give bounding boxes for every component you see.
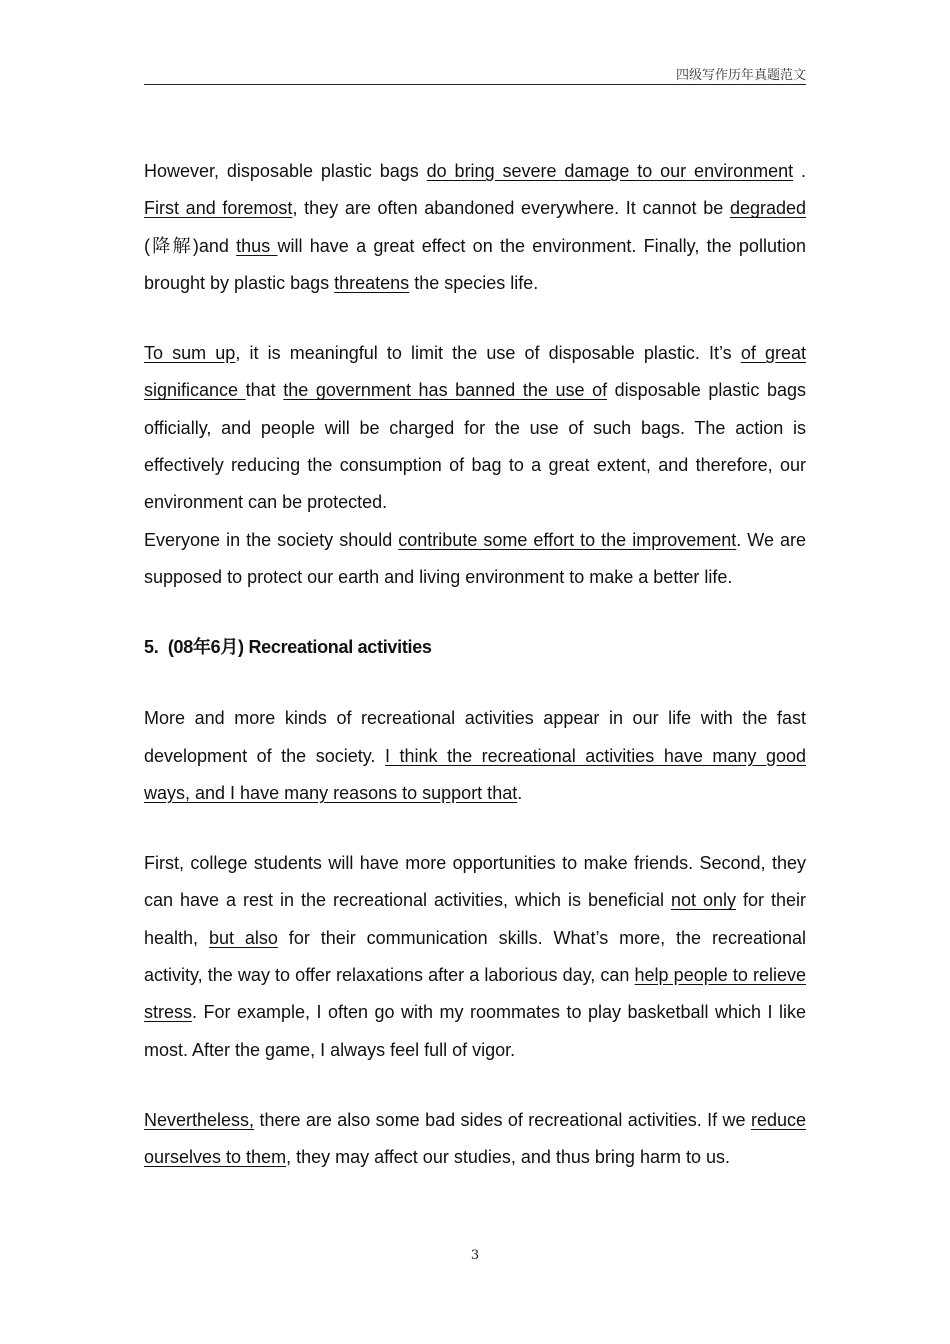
section-date: (08年6月) xyxy=(167,637,244,658)
section-number: 5. xyxy=(144,637,159,658)
paragraph xyxy=(144,153,806,302)
underlined-phrase: threatens xyxy=(334,272,410,293)
text-run: , it is meaningful to limit the use of disposable plastic. It’s xyxy=(235,343,741,364)
underlined-phrase: the government has banned the use of xyxy=(283,380,608,401)
text-run: will have a great effect on the environment. Finally, the pollution brought by plastic bags xyxy=(144,235,806,293)
text-run: More and more kinds of recreational activities appear in our life with the fast development of the society. xyxy=(144,708,806,766)
text-run: there are also some bad sides of recreational activities. If we xyxy=(254,1109,751,1130)
text-run: . xyxy=(517,782,523,803)
paragraph xyxy=(144,335,806,521)
paragraph xyxy=(144,700,806,812)
paragraph xyxy=(144,845,806,1069)
text-run: for their health, xyxy=(144,890,807,948)
text-run: , they are often abandoned everywhere. It cannot be xyxy=(292,198,730,219)
text-run: , they may affect our studies, and thus bring harm to us. xyxy=(286,1147,730,1168)
document-body xyxy=(144,153,806,1177)
underlined-phrase: do bring severe damage to our environment xyxy=(426,161,794,181)
underlined-phrase: degraded xyxy=(729,198,807,219)
page-number: 3 xyxy=(470,1248,480,1263)
underlined-phrase: reduce ourselves to them xyxy=(144,1109,806,1168)
text-run: . For example, I often go with my roommates to play basketball which I like most. After the game, I always feel full of vigor. xyxy=(144,1002,806,1060)
underlined-phrase: thus xyxy=(236,235,278,256)
underlined-phrase: of great significance xyxy=(144,343,807,401)
underlined-phrase: I think the recreational activities have many good ways, and I have many reasons to support that xyxy=(144,745,807,803)
text-run: . We are supposed to protect our earth and living environment to make a better life. xyxy=(144,529,806,587)
text-run: Everyone in the society should xyxy=(144,529,399,550)
underlined-phrase: contribute some effort to the improvement xyxy=(398,529,737,550)
section-heading xyxy=(144,629,806,666)
header-title: 四级写作历年真题范文 xyxy=(675,68,806,83)
underlined-phrase: To sum up xyxy=(144,343,236,364)
underlined-phrase: Nevertheless, xyxy=(144,1109,255,1130)
underlined-phrase: but also xyxy=(208,927,278,948)
underlined-phrase: First and foremost xyxy=(144,198,293,219)
text-run: First, college students will have more opportunities to make friends. Second, they can have a rest in the recreational activities, which is beneficial xyxy=(144,853,806,911)
underlined-phrase: help people to relieve stress xyxy=(144,965,806,1023)
section-title: Recreational activities xyxy=(248,637,432,658)
text-run: for their communication skills. What’s more, the recreational activity, the way to offer relaxations after a laborious day, can xyxy=(144,927,806,986)
text-run: that xyxy=(245,380,284,401)
text-run: (降解)and xyxy=(144,235,237,256)
text-run: . xyxy=(793,161,806,181)
text-run: disposable plastic bags officially, and people will be charged for the use of such bags. The action is effectively reducing the consumption of bag to a great extent, and therefore, our environment can be protected. xyxy=(144,380,806,513)
underlined-phrase: not only xyxy=(671,890,737,911)
page-header xyxy=(144,64,806,85)
text-run: However, disposable plastic bags xyxy=(144,161,427,181)
paragraph xyxy=(144,522,806,597)
paragraph xyxy=(144,1102,806,1177)
text-run: the species life. xyxy=(409,272,539,293)
